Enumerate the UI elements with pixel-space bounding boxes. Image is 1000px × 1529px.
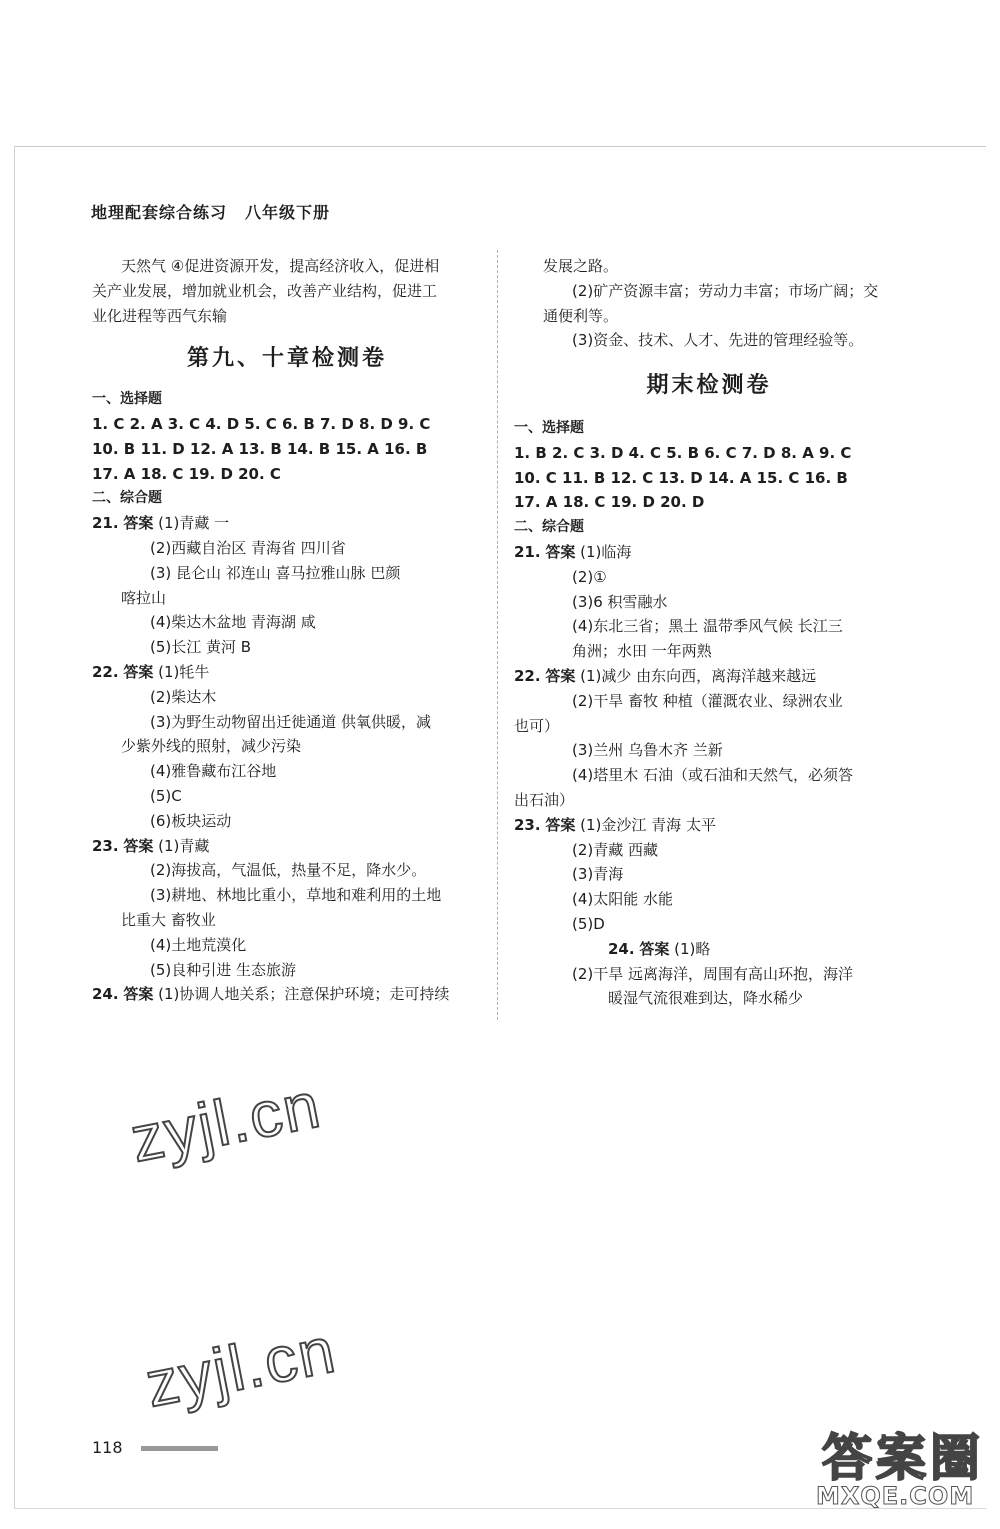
answer-line: (2)西藏自治区 青海省 四川省 — [150, 538, 346, 557]
answer-line: 出石油） — [514, 790, 575, 809]
answer-line: (4)土地荒漠化 — [150, 935, 247, 954]
choice-row: 17. A 18. C 19. D 20. D — [514, 493, 705, 512]
answer-line: (4)柴达木盆地 青海湖 咸 — [150, 613, 316, 632]
answer-line: (3)耕地、林地比重小，草地和难利用的土地 — [150, 886, 442, 905]
continued-line: (3)资金、技术、人才、先进的管理经验等。 — [572, 331, 864, 350]
choice-heading: 一、选择题 — [92, 391, 162, 408]
answer-line: (4)东北三省；黑土 温带季风气候 长江三 — [572, 617, 843, 636]
answer-line: (3)兰州 乌鲁木齐 兰新 — [572, 741, 723, 760]
choice-row: 10. B 11. D 12. A 13. B 14. B 15. A 16. B — [92, 439, 428, 458]
page-frame-top — [14, 146, 986, 147]
answer-line: (5)C — [150, 786, 182, 805]
choice-row: 10. C 11. B 12. C 13. D 14. A 15. C 16. B — [514, 468, 848, 487]
answer-site-url: MXQE.COM — [816, 1482, 975, 1510]
intro-line: 关产业发展，增加就业机会，改善产业结构，促进工 — [92, 281, 438, 300]
page-frame-left — [14, 146, 15, 1508]
answer-line: (4)雅鲁藏布江谷地 — [150, 762, 277, 781]
answer-line: (3)为野生动物留出迁徙通道 供氧供暖，减 — [150, 712, 432, 731]
header-grade: 八年级下册 — [245, 203, 331, 222]
answer-line: (2)柴达木 — [150, 687, 217, 706]
right-column — [514, 254, 904, 1011]
answer-line: 也可） — [514, 716, 560, 735]
answer-line: 比重大 畜牧业 — [121, 910, 216, 929]
answer-line: 少紫外线的照射，减少污染 — [121, 737, 302, 756]
answer-line: (4)太阳能 水能 — [572, 890, 674, 909]
question-23: 23. 答案 (1)金沙江 青海 太平 — [514, 815, 716, 834]
answer-line: (3)6 积雪融水 — [572, 592, 668, 611]
answer-line: 角洲；水田 一年两熟 — [572, 642, 712, 661]
column-divider — [497, 250, 498, 1020]
page-header — [91, 200, 348, 223]
answer-line: (2)青藏 西藏 — [572, 840, 659, 859]
choice-row: 17. A 18. C 19. D 20. C — [92, 464, 281, 483]
answer-line: (3)青海 — [572, 865, 624, 884]
answer-line: (6)板块运动 — [150, 811, 232, 830]
page-number-bar — [141, 1446, 218, 1451]
watermark: zyjl.cn — [139, 1313, 342, 1421]
question-24: 24. 答案 (1)协调人地关系；注意保护环境；走可持续 — [92, 985, 450, 1004]
intro-line: 业化进程等西气东输 — [92, 306, 228, 325]
answer-line: 喀拉山 — [121, 588, 167, 607]
answer-line: (4)塔里木 石油（或石油和天然气，必须答 — [572, 766, 854, 785]
page-number: 118 — [92, 1438, 123, 1457]
intro-line: 天然气 ④促进资源开发，提高经济收入，促进相 — [121, 257, 440, 275]
question-24: 24. 答案 (1)略 — [608, 939, 711, 958]
answer-line: (2)干旱 远离海洋，周围有高山环抱，海洋 — [572, 964, 854, 983]
question-22: 22. 答案 (1)牦牛 — [92, 662, 210, 681]
section-title-final: 期末检测卷 — [646, 372, 772, 399]
answer-line: (3) 昆仑山 祁连山 喜马拉雅山脉 巴颜 — [150, 563, 401, 582]
question-21: 21. 答案 (1)临海 — [514, 542, 632, 561]
comprehensive-heading: 二、综合题 — [92, 490, 162, 507]
answer-line: (5)长江 黄河 B — [150, 638, 252, 657]
answer-line: 暖湿气流很难到达，降水稀少 — [608, 989, 804, 1008]
continued-line: 通便利等。 — [543, 306, 619, 325]
answer-site-logo: 答案圈 — [822, 1429, 984, 1487]
answer-line: (2)干旱 畜牧 种植（灌溉农业、绿洲农业 — [572, 691, 843, 710]
answer-line: (5)D — [572, 914, 605, 933]
question-22: 22. 答案 (1)减少 由东向西，离海洋越来越远 — [514, 666, 817, 685]
left-column — [92, 254, 482, 1007]
choice-row: 1. C 2. A 3. C 4. D 5. C 6. B 7. D 8. D 9. C — [92, 414, 431, 433]
choice-row: 1. B 2. C 3. D 4. C 5. B 6. C 7. D 8. A 9. C — [514, 443, 852, 462]
comprehensive-heading: 二、综合题 — [514, 519, 584, 536]
answer-line: (5)良种引进 生态旅游 — [150, 960, 297, 979]
continued-line: (2)矿产资源丰富；劳动力丰富；市场广阔；交 — [572, 281, 879, 300]
header-subject: 地理配套综合练习 — [91, 203, 228, 222]
watermark: zyjl.cn — [124, 1068, 327, 1176]
question-23: 23. 答案 (1)青藏 — [92, 836, 210, 855]
question-21: 21. 答案 (1)青藏 一 — [92, 514, 230, 533]
section-title-ch9-10: 第九、十章检测卷 — [186, 345, 387, 372]
answer-line: (2)海拔高，气温低，热量不足，降水少。 — [150, 861, 427, 880]
answer-line: (2)① — [572, 567, 607, 586]
continued-line: 发展之路。 — [543, 257, 619, 275]
choice-heading: 一、选择题 — [514, 419, 584, 436]
